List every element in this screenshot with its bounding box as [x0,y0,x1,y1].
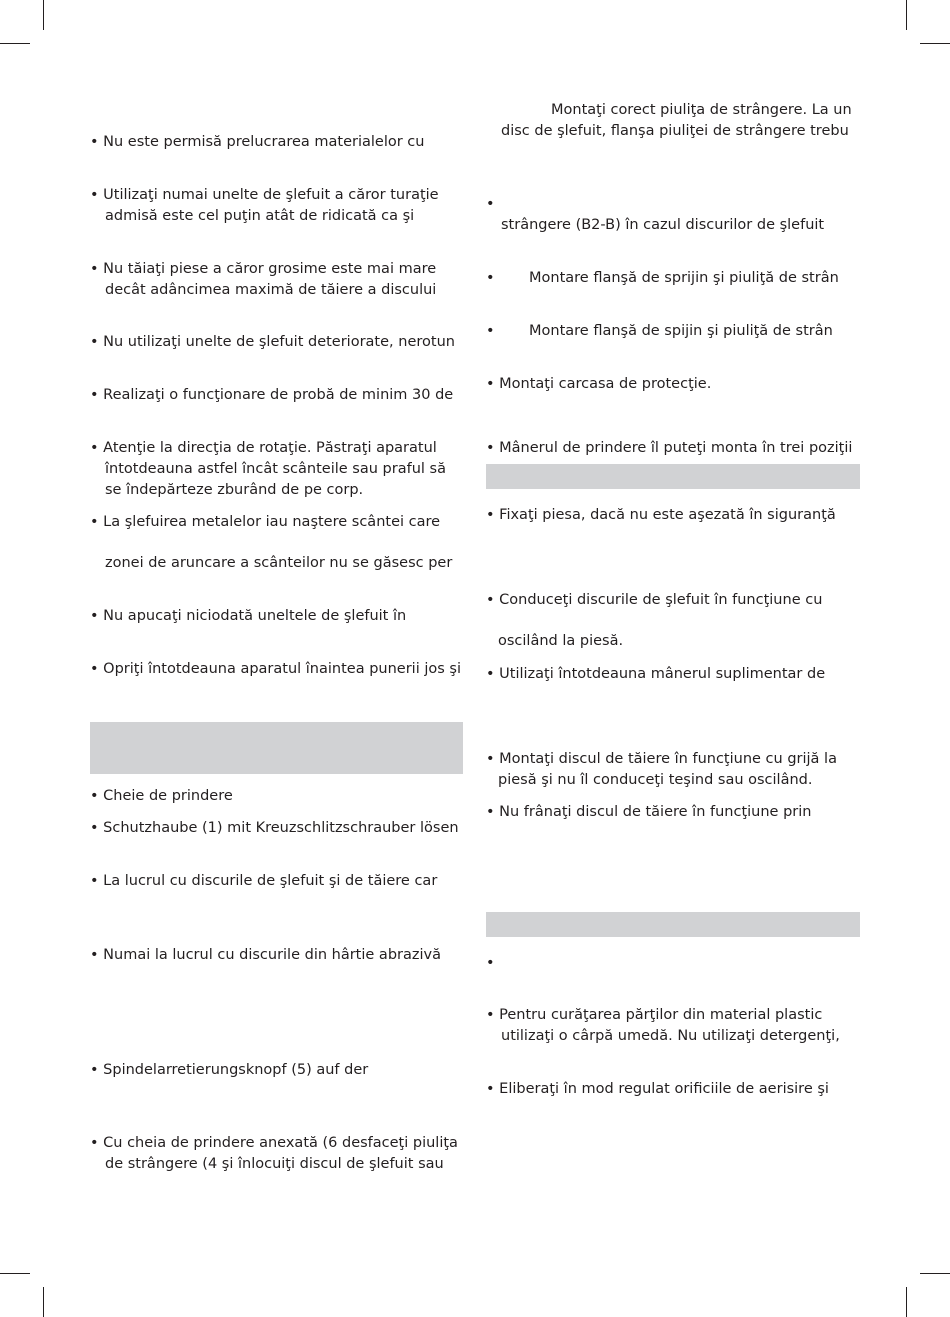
left-column-text-line: zonei de aruncare a scânteilor nu se găsesc per [105,555,453,571]
left-column-text-line: • Utilizaţi numai unelte de şlefuit a căror turaţie [90,187,439,203]
left-column-text-line: • La lucrul cu discurile de şlefuit şi de tăiere car [90,873,438,889]
crop-mark-top-right-v [906,0,907,30]
right-column-text-line: Montare flanşă de spijin şi piuliţă de strân [529,323,833,339]
crop-mark-top-left-h [0,43,30,44]
left-column-text-line: se îndepărteze zburând de pe corp. [105,482,364,498]
left-column-text-line: • Nu este permisă prelucrarea materialelor cu [90,134,425,150]
right-column-text-line: • Montaţi discul de tăiere în funcţiune cu grijă la [486,751,837,767]
left-column-text-line: • Cu cheia de prindere anexată (6 desfaceţi piuliţa [90,1135,458,1151]
left-column-text-line: • Numai la lucrul cu discurile din hârtie abrazivă [90,947,441,963]
right-column-text-line: strângere (B2-B) în cazul discurilor de şlefuit [501,217,825,233]
right-column-text-line: • Fixaţi piesa, dacă nu este aşezată în siguranţă [486,507,836,523]
right-column-text-line: Montare flanşă de sprijin şi piuliţă de strân [529,270,839,286]
left-column-text-line: • Spindelarretierungsknopf (5) auf der [90,1062,369,1078]
right-column-text-line: • Conduceţi discurile de şlefuit în funcţiune cu [486,592,823,608]
right-column-text-line: • Mânerul de prindere îl puteţi monta în trei poziţii [486,440,853,456]
right-column-text-line: oscilând la piesă. [498,633,624,649]
left-column-text-line: • Opriţi întotdeauna aparatul înaintea punerii jos şi [90,661,461,677]
left-column-text-line: • La şlefuirea metalelor iau naştere scântei care [90,514,441,530]
crop-mark-bottom-left-h [0,1273,30,1274]
left-column-text-line: • Schutzhaube (1) mit Kreuzschlitzschrauber lösen [90,820,459,836]
left-column-text-line: • Nu apucaţi niciodată uneltele de şlefuit în [90,608,407,624]
crop-mark-bottom-right-h [920,1273,950,1274]
crop-mark-bottom-left-v [43,1287,44,1317]
left-column-text-line: • Nu utilizaţi unelte de şlefuit deteriorate, nerotun [90,334,455,350]
left-column-text-line: • Realizaţi o funcţionare de probă de minim 30 de [90,387,454,403]
left-column-text-line: • Nu tăiaţi piese a căror grosime este mai mare [90,261,437,277]
crop-mark-top-left-v [43,0,44,30]
right-column-text-line: • [486,323,495,339]
right-column-text-line: • [486,955,495,971]
right-column-text-line: • Pentru curăţarea părţilor din material plastic [486,1007,823,1023]
section-header-bar-right-1 [486,464,860,489]
right-column-text-line: • Utilizaţi întotdeauna mânerul suplimentar de [486,666,826,682]
left-column-text-line: admisă este cel puţin atât de ridicată ca şi [105,208,415,224]
right-column-text-line: • Montaţi carcasa de protecţie. [486,376,712,392]
right-column-text-line: • [486,196,495,212]
right-column-text-line: utilizaţi o cârpă umedă. Nu utilizaţi detergenţi, [501,1028,840,1044]
crop-mark-top-right-h [920,43,950,44]
left-column-text-line: • Cheie de prindere [90,788,233,804]
section-header-bar-left [90,722,463,774]
right-column-text-line: • Nu frânaţi discul de tăiere în funcţiune prin [486,804,812,820]
left-column-text-line: întotdeauna astfel încât scânteile sau praful să [105,461,446,477]
right-column-text-line: • Eliberaţi în mod regulat orificiile de aerisire şi [486,1081,829,1097]
right-column-text-line: piesă şi nu îl conduceţi teşind sau oscilând. [498,772,813,788]
left-column-text-line: decât adâncimea maximă de tăiere a discului [105,282,437,298]
section-header-bar-right-2 [486,912,860,937]
right-column-text-line: disc de şlefuit, flanşa piuliţei de strângere trebu [501,123,849,139]
right-column-text-line: • [486,270,495,286]
right-column-text-line: Montaţi corect piuliţa de strângere. La un [551,102,852,118]
left-column-text-line: de strângere (4 şi înlocuiţi discul de şlefuit sau [105,1156,444,1172]
left-column-text-line: • Atenţie la direcţia de rotaţie. Păstraţi aparatul [90,440,437,456]
crop-mark-bottom-right-v [906,1287,907,1317]
